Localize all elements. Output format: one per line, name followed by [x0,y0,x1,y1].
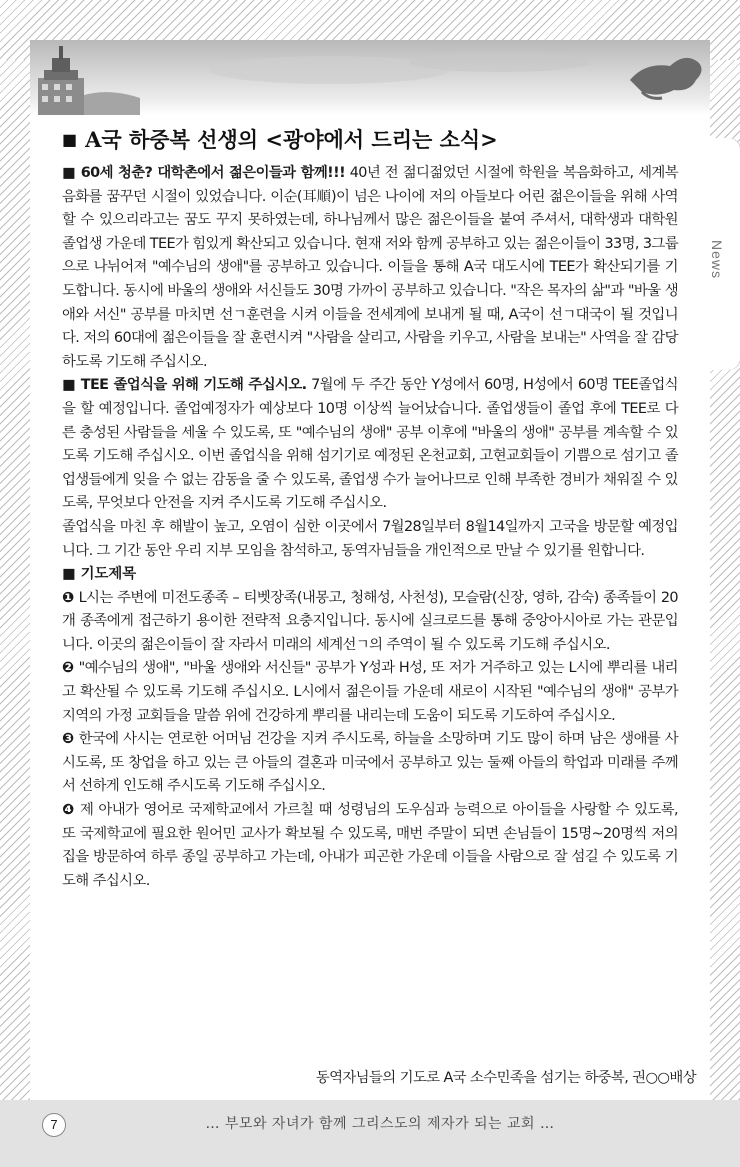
paragraph-graduation-body: 7월에 두 주간 동안 Y성에서 60명, H성에서 60명 TEE졸업식을 할 예정입니다. 졸업예정자가 예상보다 10명 이상씩 늘어났습니다. 졸업생들이 졸업 후에 TEE로 다른 충성된 사람들을 세울 수 있도록, 또 "예수님의 생애" 공부 이후에 "바울의 생애" 공부를 계속할 수 있도록 기도해 주십시오. 이번 졸업식을 위해 섬기기로 예정된 온천교회, 고현교회들이 기쁨으로 섬기고 졸업생들에게 잊을 수 없는 감동을 줄 수 있도록, 졸업생 수가 늘어나므로 인해 부족한 경비가 채워질 수 있도록, 무엇보다 안전을 지켜 주시도록 기도해 주십시오. [62,377,678,512]
prayer-item [62,799,678,893]
paragraph-graduation-lead: ■ TEE 졸업식을 위해 기도해 주십시오. [62,377,307,394]
paragraph-visit: 졸업식을 마친 후 해발이 높고, 오염이 심한 이곳에서 7월28일부터 8월14일까지 고국을 방문할 예정입니다. 그 기간 동안 우리 지부 모임을 참석하고, 동역자님들을 개인적으로 만날 수 있기를 원합니다. [62,518,678,559]
news-tab-label: News [709,240,725,280]
paragraph-youth [62,162,678,374]
header-banner-image [30,40,710,115]
prayer-item [62,657,678,728]
left-hatch-border [0,60,30,1100]
page-number: 7 [42,1113,66,1137]
prayer-item-text: L시는 주변에 미전도종족 – 티벳장족(내몽고, 청해성, 사천성), 모슬람(신장, 영하, 감숙) 종족들이 20개 종족에게 접근하기 용이한 전략적 요충지입니다. 동시에 실크로드를 통해 중앙아시아로 가는 관문입니다. 이곳의 젊은이들이 잘 자라서 미래의 세계선ㄱ의 주역이 될 수 있도록 기도해 주십시오. [62,589,678,653]
number-one-icon: ❶ [62,589,75,606]
city-skyline-illustration [30,40,710,115]
square-bullet-icon: ■ [62,129,78,149]
prayer-item [62,587,678,658]
paragraph-youth-lead: ■ 60세 청춘? 대학촌에서 젊은이들과 함께!!! [62,165,346,181]
prayer-item-text: 한국에 사시는 연로한 어머님 건강을 지켜 주시도록, 하늘을 소망하며 기도 많이 하며 남은 생애를 사시도록, 또 창업을 하고 있는 큰 아들의 결혼과 미국에서 공부하고 있는 둘째 아들의 학업과 미래를 주께서 선하게 인도해 주시도록 기도해 주십시오. [62,731,678,795]
article-heading [62,120,678,158]
prayer-item-text: 제 아내가 영어로 국제학교에서 가르칠 때 성령님의 도우심과 능력으로 아이들을 사랑할 수 있도록, 또 국제학교에 필요한 원어민 교사가 확보될 수 있도록, 매번 주말이 되면 손님들이 15명~20명씩 저의 집을 방문하여 하루 종일 공부하고 가는데, 아내가 피곤한 가운데 이들을 사람으로 잘 섬길 수 있도록 기도해 주십시오. [62,802,678,889]
article-signoff: 동역자님들의 기도로 A국 소수민족을 섬기는 하중복, 권○○배상 [315,1070,696,1086]
prayer-item-text: "예수님의 생애", "바울 생애와 서신들" 공부가 Y성과 H성, 또 저가 거주하고 있는 L시에 뿌리를 내리고 확산될 수 있도록 기도해 주십시오. L시에서 젊은이들 가운데 새로이 시작된 "예수님의 생애" 공부가 지역의 가정 교회들을 말씀 위에 건강하게 뿌리를 내리는데 도움이 되도록 기도하여 주십시오. [62,660,678,724]
number-four-icon: ❹ [62,802,75,819]
prayer-section-title: ■ 기도제목 [62,566,137,583]
paragraph-youth-body: 40년 전 젊디젊었던 시절에 학원을 복음화하고, 세계복음화를 꿈꾸던 시절이 있었습니다. 이순(耳順)이 넘은 나이에 저의 아들보다 어린 젊은이들을 위해 사역할 수 있으리라고는 꿈도 꾸지 못하였는데, 하나님께서 많은 젊은이들을 붙여 주셔서, 대학생과 대학원 졸업생 가운데 TEE가 힘있게 확산되고 있습니다. 현재 저와 함께 공부하고 있는 젊은이들이 33명, 3그룹으로 나뉘어져 "예수님의 생애"를 공부하고 있습니다. 이들을 통해 A국 대도시에 TEE가 확산되기를 기도합니다. 동시에 바울의 생애와 서신들도 30명 가까이 공부하고 있습니다. "작은 목자의 삶"과 "바울 생애와 서신" 공부를 마치면 선ㄱ훈련을 시켜 이들을 전세계에 보내게 될 때, A국이 선ㄱ대국이 될 것입니다. 저의 60대에 젊은이들을 잘 훈련시켜 "사람을 살리고, 사람을 키우고, 사람을 보내는" 사역을 잘 감당하도록 기도해 주십시오. [62,165,678,370]
prayer-item [62,728,678,799]
article-title: A국 하중복 선생의 <광야에서 드리는 소식> [85,127,498,152]
footer-tagline: … 부모와 자녀가 함께 그리스도의 제자가 되는 교회 … [205,1116,555,1132]
paragraph-graduation [62,374,678,516]
number-three-icon: ❸ [62,731,75,748]
number-two-icon: ❷ [62,660,75,677]
article-content [62,120,678,893]
